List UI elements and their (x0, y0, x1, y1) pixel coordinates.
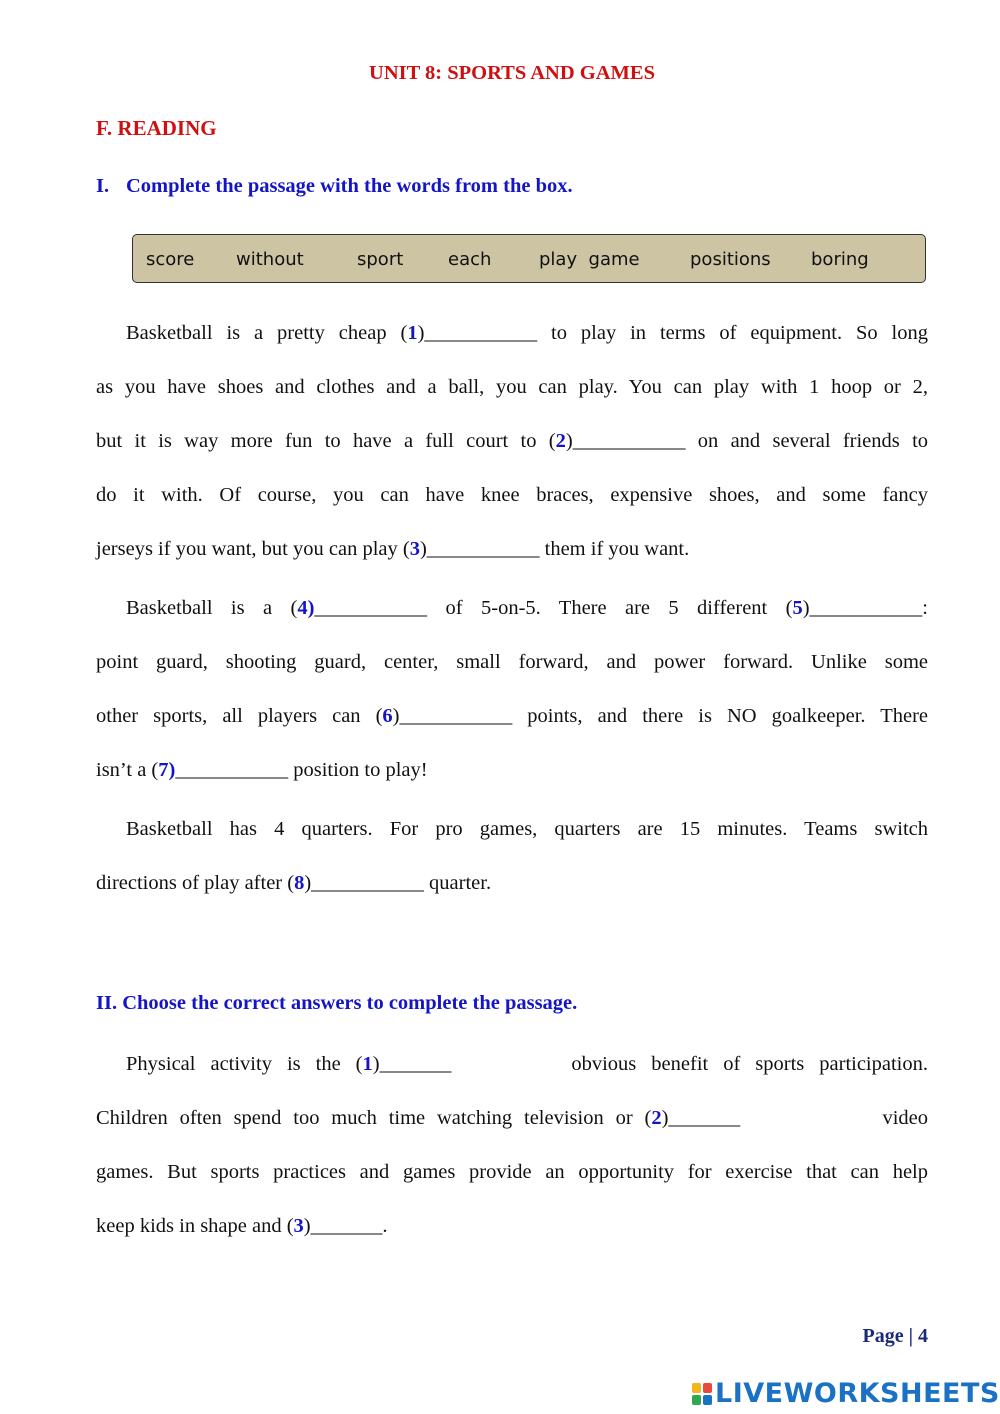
passage2 (96, 1037, 928, 1253)
liveworksheets-icon (692, 1383, 712, 1405)
passage-line: isn’t a (7)___________ position to play! (96, 759, 428, 781)
brand-name: LIVEWORKSHEETS (715, 1378, 1000, 1409)
exercise2-instruction: II. Choose the correct answers to complete the passage. (96, 992, 578, 1014)
passage1-paragraph2 (96, 581, 928, 797)
passage-line: point guard, shooting guard, center, small forward, and power forward. Unlike some (96, 651, 928, 673)
passage1-paragraph1 (96, 306, 928, 576)
section-heading: F. READING (96, 116, 217, 140)
passage-line: keep kids in shape and (3)_______. (96, 1215, 388, 1237)
passage-line: jerseys if you want, but you can play (3)___________ them if you want. (96, 538, 690, 560)
passage-line: Basketball has 4 quarters. For pro games, quarters are 15 minutes. Teams switch (126, 818, 928, 840)
blank-number: 2 (651, 1107, 662, 1129)
passage-line: Basketball is a (4)___________ of 5-on-5. There are 5 different (5)___________: (126, 597, 928, 619)
passage-line: do it with. Of course, you can have knee braces, expensive shoes, and some fancy (96, 484, 928, 506)
word-box-item: sport (357, 249, 404, 270)
liveworksheets-logo[interactable] (692, 1378, 1000, 1409)
word-box-item: boring (811, 249, 869, 270)
passage-line: games. But sports practices and games provide an opportunity for exercise that can help (96, 1161, 928, 1183)
blank-number: 5 (792, 597, 803, 619)
word-box-item: without (236, 249, 304, 270)
passage-line: Children often spend too much time watching television or (2)_______ video (96, 1107, 929, 1129)
blank-number: 6 (382, 705, 393, 727)
word-box (132, 234, 926, 283)
blank-number: 1 (407, 322, 418, 344)
word-box-item: each (448, 249, 492, 270)
word-box-item: positions (690, 249, 771, 270)
passage-line: but it is way more fun to have a full court to (2)___________ on and several friends to (96, 430, 929, 452)
blank-number: 3 (293, 1215, 304, 1237)
passage-line: other sports, all players can (6)___________ points, and there is NO goalkeeper. There (96, 705, 929, 727)
passage-line: as you have shoes and clothes and a ball, you can play. You can play with 1 hoop or 2, (96, 376, 928, 398)
passage-line: directions of play after (8)___________ quarter. (96, 872, 492, 894)
blank-number: 1 (362, 1053, 373, 1075)
word-box-item: play game (539, 249, 640, 270)
blank-number: 8 (294, 872, 305, 894)
blank-number: 7) (158, 759, 176, 781)
exercise1-instruction (96, 175, 573, 198)
passage-line: Physical activity is the (1)_______ obvious benefit of sports participation. (126, 1053, 928, 1075)
page-title: UNIT 8: SPORTS AND GAMES (369, 62, 655, 84)
blank-number: 4) (297, 597, 315, 619)
blank-number: 3 (409, 538, 420, 560)
passage1-paragraph3 (96, 802, 928, 910)
blank-number: 2 (555, 430, 566, 452)
exercise1-instruction-text: Complete the passage with the words from the box. (126, 175, 573, 197)
exercise1-number: I. (96, 175, 110, 197)
passage-line: Basketball is a pretty cheap (1)___________ to play in terms of equipment. So long (126, 322, 929, 344)
page-number: Page | 4 (862, 1325, 928, 1347)
word-box-item: score (146, 249, 195, 270)
